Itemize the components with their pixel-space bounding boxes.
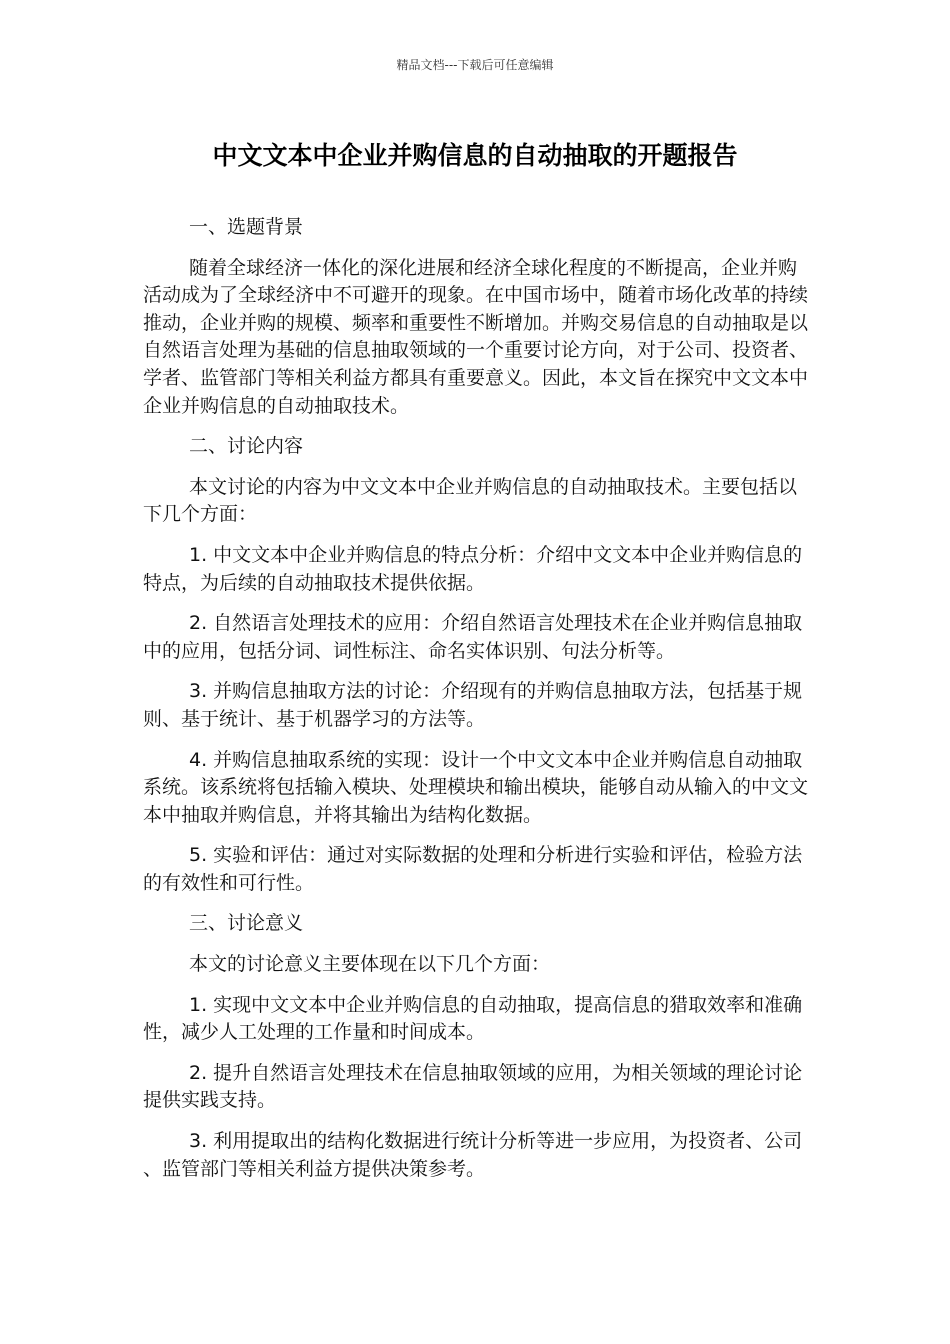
document-title: 中文文本中企业并购信息的自动抽取的开题报告: [212, 141, 738, 170]
background-paragraph: 随着全球经济一体化的深化进展和经济全球化程度的不断提高，企业并购活动成为了全球经济中不可避开的现象。在中国市场中，随着市场化改革的持续推动，企业并购的规模、频率和重要性不断增加。并购交易信息的自动抽取是以自然语言处理为基础的信息抽取领域的一个重要讨论方向，对于公司、投资者、学者、监管部门等相关利益方都具有重要意义。因此，本文旨在探究中文文本中企业并购信息的自动抽取技术。: [143, 256, 809, 417]
content-item-3: 3. 并购信息抽取方法的讨论：介绍现有的并购信息抽取方法，包括基于规则、基于统计、基于机器学习的方法等。: [143, 680, 803, 730]
significance-item-3: 3. 利用提取出的结构化数据进行统计分析等进一步应用，为投资者、公司、监管部门等相关利益方提供决策参考。: [143, 1130, 803, 1180]
section-heading-significance: 三、讨论意义: [189, 912, 304, 935]
content-item-4: 4. 并购信息抽取系统的实现：设计一个中文文本中企业并购信息自动抽取系统。该系统将包括输入模块、处理模块和输出模块，能够自动从输入的中文文本中抽取并购信息，并将其输出为结构化数据。: [143, 748, 809, 826]
significance-intro-paragraph: 本文的讨论意义主要体现在以下几个方面：: [189, 953, 551, 976]
significance-item-2: 2. 提升自然语言处理技术在信息抽取领域的应用，为相关领域的理论讨论提供实践支持。: [143, 1061, 803, 1112]
content-item-1: 1. 中文文本中企业并购信息的特点分析：介绍中文文本中企业并购信息的特点，为后续的自动抽取技术提供依据。: [143, 543, 803, 594]
significance-item-1: 1. 实现中文文本中企业并购信息的自动抽取，提高信息的猎取效率和准确性，减少人工处理的工作量和时间成本。: [143, 993, 803, 1044]
section-heading-background: 一、选题背景: [189, 216, 304, 238]
content-intro-paragraph: 本文讨论的内容为中文文本中企业并购信息的自动抽取技术。主要包括以下几个方面：: [143, 475, 798, 526]
section-heading-content: 二、讨论内容: [189, 435, 304, 458]
content-item-5: 5. 实验和评估：通过对实际数据的处理和分析进行实验和评估，检验方法的有效性和可行性。: [143, 844, 803, 894]
header-note: 精品文档---下载后可任意编辑: [396, 58, 554, 72]
content-item-2: 2. 自然语言处理技术的应用：介绍自然语言处理技术在企业并购信息抽取中的应用，包括分词、词性标注、命名实体识别、句法分析等。: [143, 612, 803, 662]
document-body: [143, 214, 809, 1196]
